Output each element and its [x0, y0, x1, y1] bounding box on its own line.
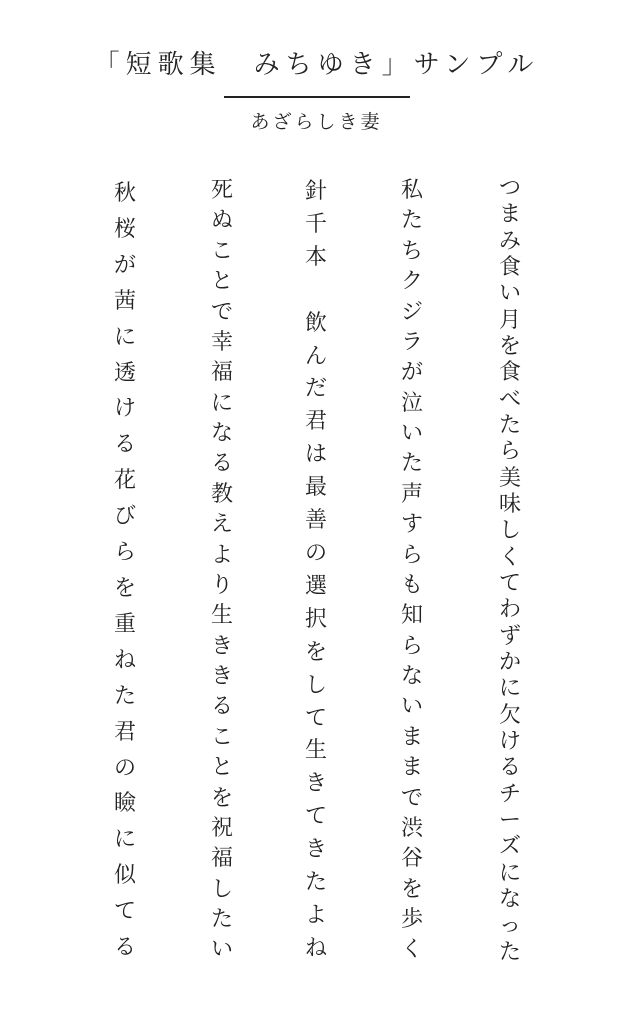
- poem-character: ク: [400, 269, 423, 295]
- poem-character: ね: [304, 935, 327, 961]
- poem-character: だ: [304, 376, 327, 402]
- poem-character: い: [400, 421, 423, 446]
- poem-character: た: [400, 208, 423, 234]
- poem-character: ま: [400, 755, 423, 781]
- poem-character: に: [113, 827, 136, 853]
- poem-character: り: [210, 572, 233, 598]
- poem-character: 桜: [113, 216, 136, 242]
- poem-character: 本: [304, 244, 327, 270]
- poem-character: す: [400, 512, 423, 538]
- poem-character: 食: [498, 360, 521, 386]
- poem-character: ね: [113, 647, 136, 673]
- poem-character: は: [304, 442, 327, 468]
- poem-character: い: [210, 937, 233, 963]
- poem-character: 茜: [113, 288, 136, 314]
- poem-character: こ: [210, 238, 233, 264]
- poem-character: 味: [498, 491, 521, 517]
- poem-character: 瞼: [113, 791, 136, 817]
- poem-character: た: [113, 683, 136, 709]
- poem-character: も: [400, 572, 423, 598]
- poem-character: 幸: [210, 329, 233, 355]
- poem-character: た: [210, 907, 233, 932]
- poem-character: 秋: [113, 181, 136, 206]
- poem-character: ま: [400, 724, 423, 750]
- poem-character: 月: [498, 307, 521, 333]
- poem-character: ー: [498, 807, 521, 833]
- poem-column: [110, 176, 140, 966]
- poem-character: で: [400, 785, 423, 811]
- poem-character: た: [400, 451, 423, 477]
- poem-character: て: [304, 804, 327, 830]
- poem-character: ら: [400, 542, 423, 568]
- poem-character: 福: [210, 360, 233, 386]
- poem-character: 教: [210, 481, 233, 507]
- poem-character: 選: [304, 573, 327, 599]
- poem-character: び: [113, 504, 136, 530]
- poem-character: 知: [400, 603, 423, 629]
- poem-character: 生: [210, 603, 233, 629]
- poem-character: 死: [210, 178, 233, 203]
- poem-character: し: [304, 672, 327, 698]
- poem-character: み: [498, 228, 521, 254]
- poem-character: の: [113, 755, 136, 781]
- poem-character: チ: [498, 781, 521, 807]
- poem-character: ず: [498, 623, 521, 649]
- poem-character: き: [210, 633, 233, 659]
- poem-character: し: [498, 518, 521, 544]
- poem-character: る: [113, 432, 136, 458]
- poem-character: が: [400, 360, 423, 386]
- poem-character: こ: [210, 724, 233, 750]
- poem-character: き: [210, 664, 233, 689]
- poem-character: を: [304, 639, 327, 665]
- poem-character: け: [113, 396, 136, 422]
- poem-character: と: [210, 269, 233, 295]
- page-title: 「短歌集 みちゆき」サンプル: [93, 50, 540, 80]
- poem-character: 私: [400, 178, 423, 203]
- poem-character: よ: [304, 902, 327, 928]
- poem-character: な: [210, 421, 233, 446]
- poem-character: よ: [210, 542, 233, 568]
- poem-column: [301, 176, 331, 966]
- poem-character: て: [498, 570, 521, 596]
- poem-character: 択: [304, 606, 327, 632]
- poem-character: い: [400, 694, 423, 720]
- poem-character: っ: [498, 913, 521, 939]
- poem-character: け: [498, 728, 521, 754]
- poem-character: た: [498, 412, 521, 438]
- poem-character: と: [210, 755, 233, 781]
- poem-character: 君: [304, 409, 327, 435]
- poem-character: ま: [498, 202, 521, 228]
- poem-character: ん: [304, 343, 327, 369]
- author-name: あざらしき妻: [250, 111, 383, 133]
- poem-character: わ: [498, 597, 521, 623]
- poem-character: が: [113, 252, 136, 278]
- poem-character: き: [304, 771, 327, 797]
- poem-character: 飲: [304, 310, 327, 336]
- poem-character: た: [498, 939, 521, 965]
- poem-character: ぬ: [210, 208, 233, 234]
- poem-character: の: [304, 540, 327, 566]
- poem-character: 美: [498, 465, 521, 491]
- poem-character: え: [210, 512, 233, 538]
- poem-character: つ: [498, 176, 521, 201]
- poem-character: ジ: [400, 299, 423, 325]
- poem-character: [301, 275, 331, 308]
- poem-column: [495, 176, 525, 966]
- poem-character: ち: [400, 238, 423, 264]
- poem-character: 谷: [400, 846, 423, 872]
- poem-character: た: [304, 870, 327, 896]
- poem-character: い: [498, 281, 521, 307]
- poem-character: 欠: [498, 702, 521, 728]
- poem-character: ラ: [400, 329, 423, 355]
- poem-character: く: [400, 937, 423, 963]
- poem-character: ら: [113, 540, 136, 566]
- poem-character: を: [498, 333, 521, 359]
- poem-character: 声: [400, 481, 423, 507]
- poem-character: で: [210, 299, 233, 325]
- poem-character: 最: [304, 475, 327, 501]
- poem-character: 似: [113, 863, 136, 889]
- poem-character: く: [498, 544, 521, 570]
- poem-character: 祝: [210, 815, 233, 841]
- poem-character: を: [113, 575, 136, 601]
- poem-character: 生: [304, 738, 327, 764]
- poem-character: ズ: [498, 834, 521, 860]
- poem-character: 透: [113, 360, 136, 386]
- poem-character: て: [304, 705, 327, 731]
- poem-character: に: [113, 324, 136, 350]
- poem-character: に: [498, 676, 521, 702]
- poem-character: 食: [498, 254, 521, 280]
- poem-column: [207, 176, 237, 966]
- poem-character: し: [210, 876, 233, 902]
- poem-character: 泣: [400, 390, 423, 416]
- poem-character: か: [498, 649, 521, 675]
- poem-character: ら: [498, 439, 521, 465]
- poem-character: 福: [210, 846, 233, 872]
- poem-character: に: [498, 860, 521, 886]
- poem-character: べ: [498, 386, 521, 412]
- poem-character: に: [210, 390, 233, 416]
- poem-character: 歩: [400, 907, 423, 932]
- poem-character: な: [498, 886, 521, 912]
- poem-character: て: [113, 899, 136, 925]
- poem-character: 君: [113, 719, 136, 745]
- poem-character: き: [304, 837, 327, 863]
- poem-character: 重: [113, 611, 136, 637]
- poem-character: を: [400, 876, 423, 902]
- poem-character: 渋: [400, 815, 423, 841]
- poem-character: る: [210, 451, 233, 477]
- poem-character: 針: [304, 179, 327, 204]
- poem-character: る: [210, 694, 233, 720]
- poem-character: 千: [304, 211, 327, 237]
- poem-character: な: [400, 664, 423, 689]
- poem-character: 花: [113, 468, 136, 494]
- poem-character: を: [210, 785, 233, 811]
- poem-character: 善: [304, 508, 327, 534]
- poem-character: ら: [400, 633, 423, 659]
- poem-column: [397, 176, 427, 966]
- poem-character: る: [113, 935, 136, 961]
- poem-character: る: [498, 755, 521, 781]
